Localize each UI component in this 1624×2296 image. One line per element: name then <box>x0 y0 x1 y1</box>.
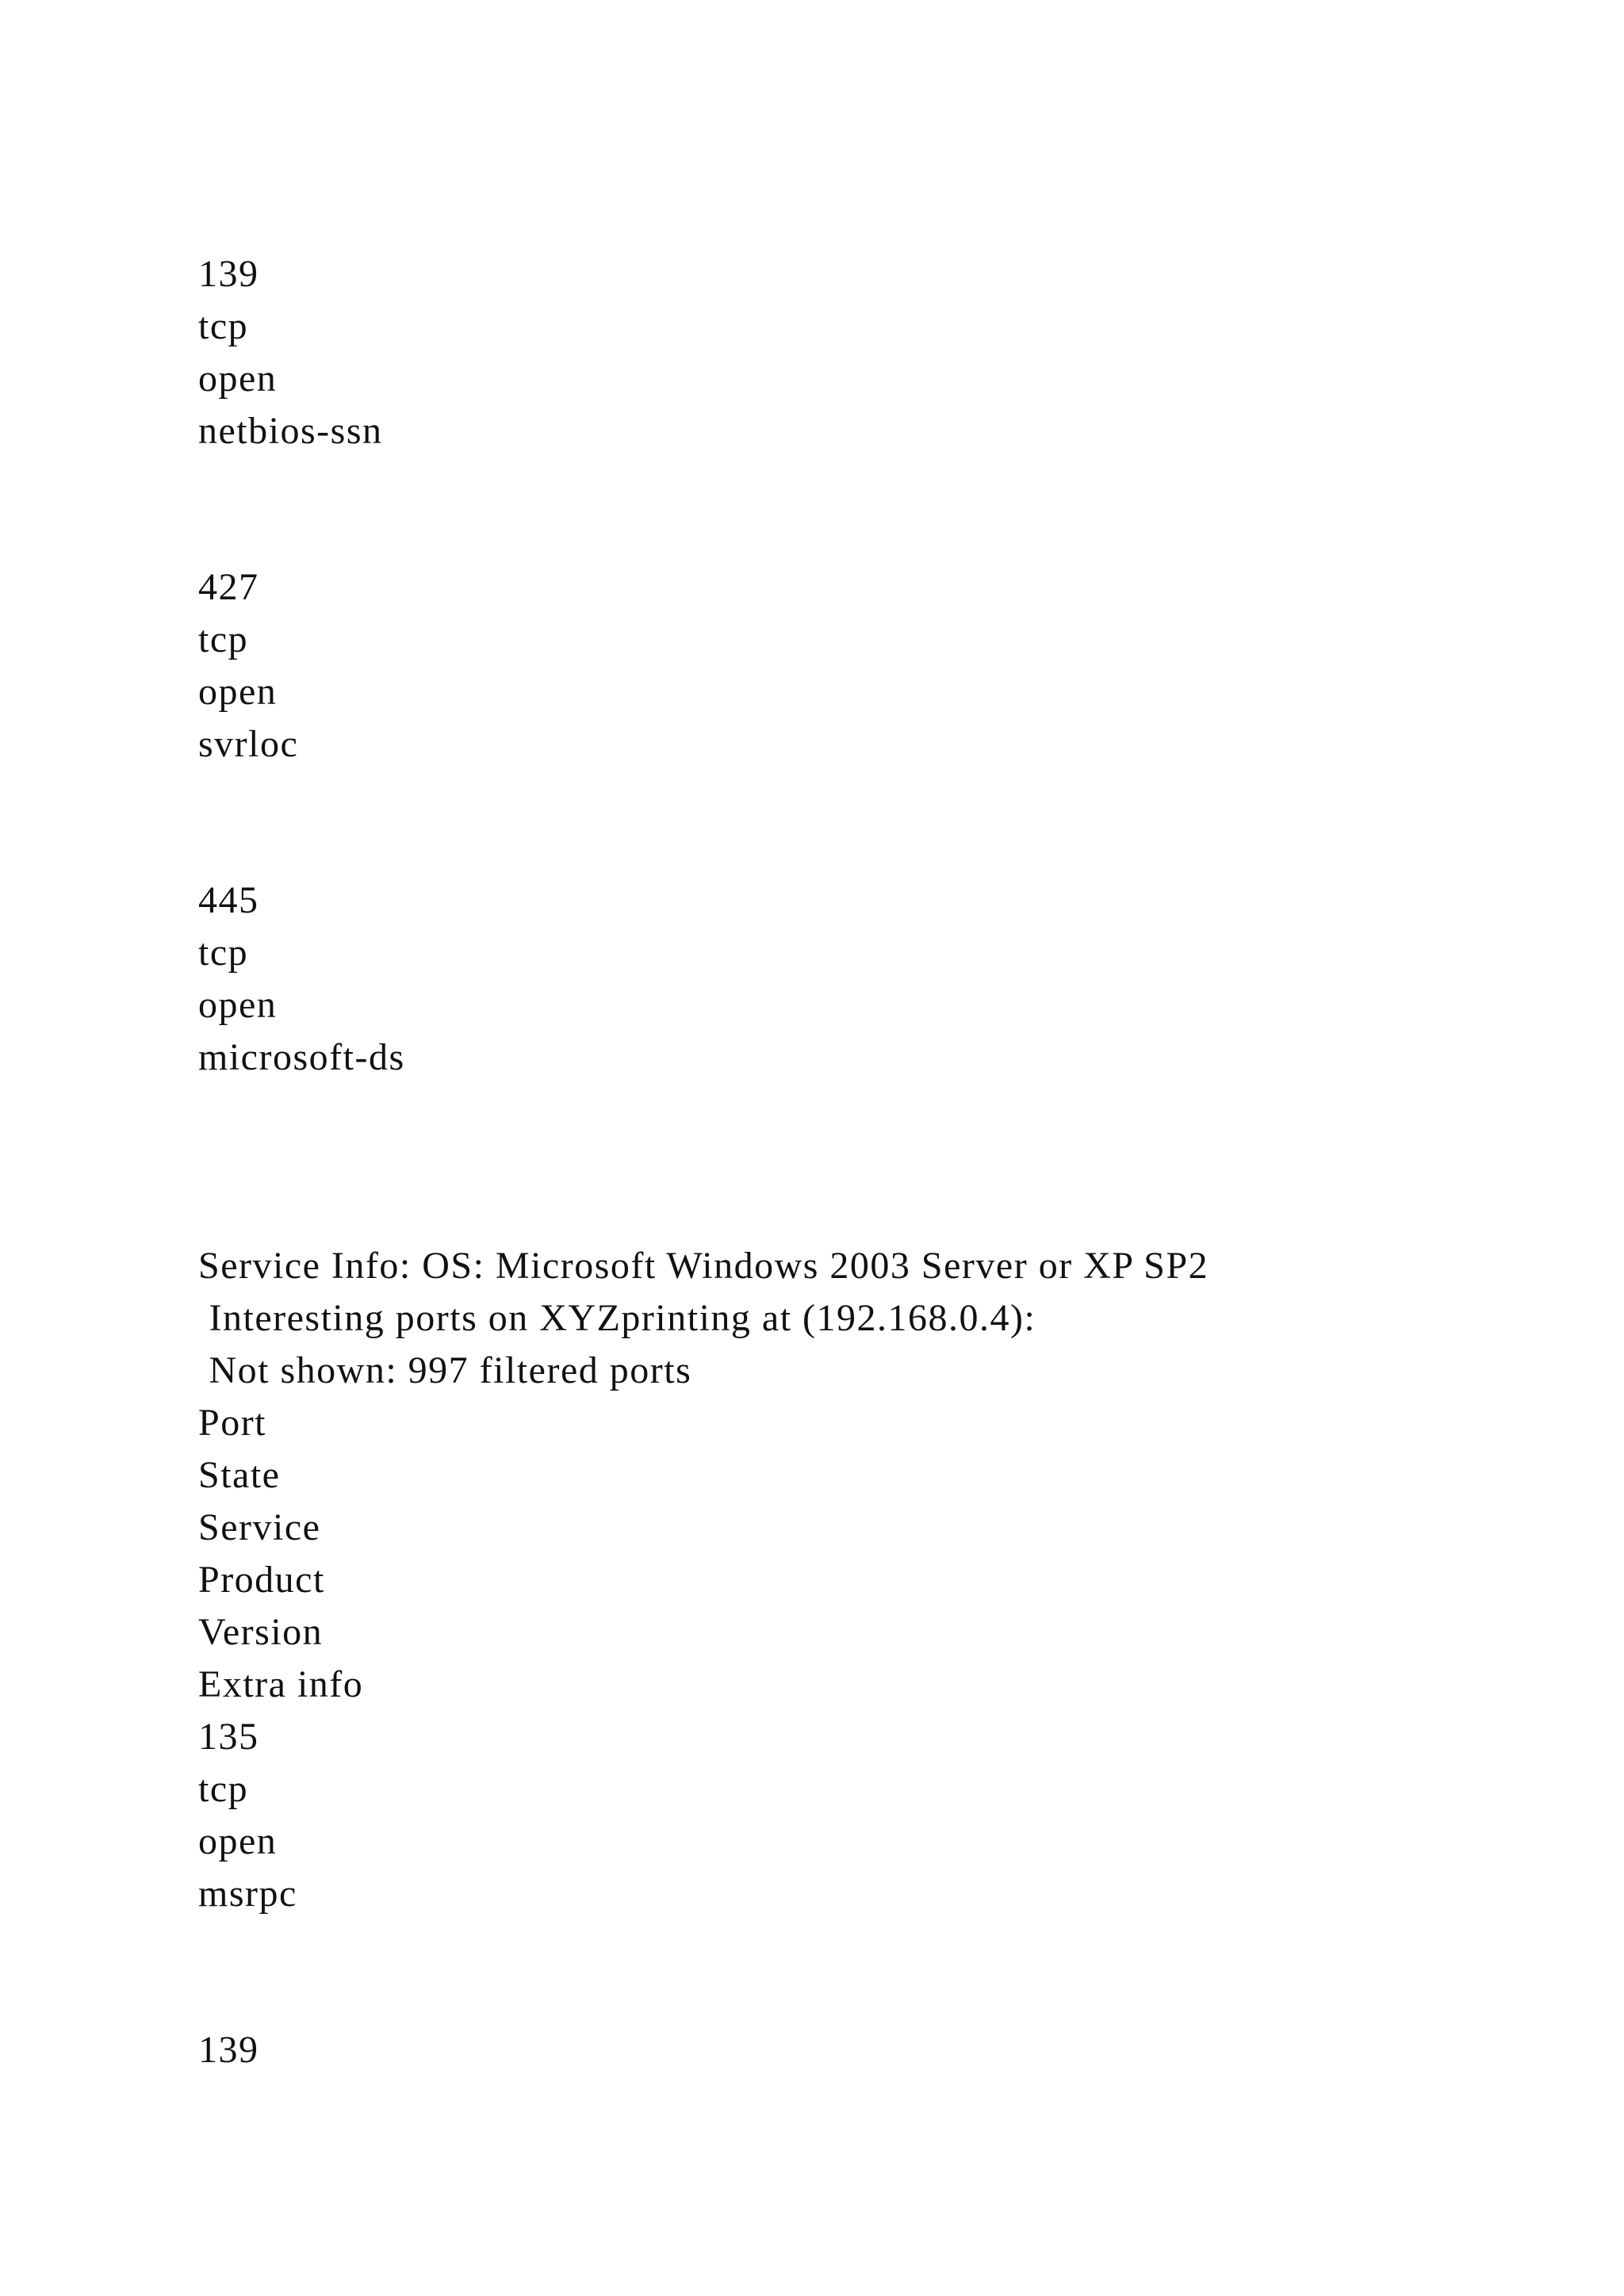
port-state: open <box>198 984 278 1026</box>
host-line: Interesting ports on XYZprinting at (192.168.0.4): <box>198 1297 1036 1339</box>
header-port: Port <box>198 1402 267 1444</box>
service-name: msrpc <box>198 1873 297 1915</box>
port-number: 445 <box>198 879 259 921</box>
header-service: Service <box>198 1506 321 1548</box>
service-name: microsoft-ds <box>198 1036 405 1078</box>
header-state: State <box>198 1454 281 1496</box>
header-extra-info: Extra info <box>198 1663 364 1705</box>
not-shown-line: Not shown: 997 filtered ports <box>198 1349 692 1391</box>
service-info-line: Service Info: OS: Microsoft Windows 2003 Server or XP SP2 <box>198 1245 1209 1287</box>
header-product: Product <box>198 1559 325 1601</box>
protocol: tcp <box>198 1768 249 1810</box>
port-state: open <box>198 671 278 713</box>
port-number: 139 <box>198 253 259 295</box>
port-number: 135 <box>198 1716 259 1758</box>
header-version: Version <box>198 1611 324 1653</box>
port-number: 427 <box>198 566 259 608</box>
protocol: tcp <box>198 618 249 660</box>
port-state: open <box>198 1820 278 1862</box>
protocol: tcp <box>198 932 249 974</box>
service-name: svrloc <box>198 723 299 765</box>
protocol: tcp <box>198 305 249 347</box>
port-number: 139 <box>198 2029 259 2071</box>
service-name: netbios-ssn <box>198 410 383 452</box>
port-state: open <box>198 358 278 400</box>
